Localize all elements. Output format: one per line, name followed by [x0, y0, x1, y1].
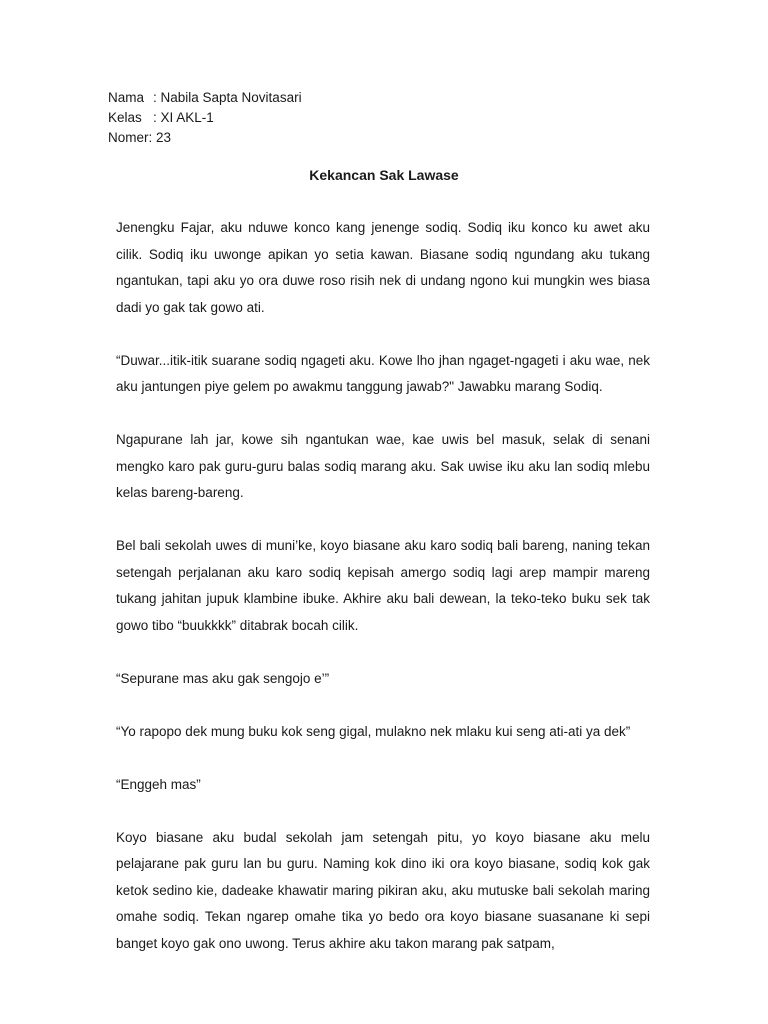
number-label: Nomer [108, 130, 149, 145]
class-label: Kelas [108, 110, 142, 125]
paragraph-6: “Yo rapopo dek mung buku kok seng gigal, mulakno nek mlaku kui seng ati-ati ya dek” [116, 723, 631, 739]
class-row [108, 108, 302, 128]
paragraph-8: Koyo biasane aku budal sekolah jam setengah pitu, yo koyo biasane aku melu pelajarane pak guru lan bu guru. Naming kok dino iki ora koyo biasane, sodiq kok gak ketok sedino kie, dadeake khawatir maring pikiran aku, aku mutuske bali sekolah maring omahe sodiq. Tekan ngarep omahe tika yo bedo ora koyo biasane suasanane ki sepi banget koyo gak ono uwong. Terus akhire aku takon marang pak satpam, [116, 829, 650, 951]
class-value: : XI AKL-1 [153, 110, 214, 125]
name-value: : Nabila Sapta Novitasari [153, 90, 302, 105]
paragraph-1: Jenengku Fajar, aku nduwe konco kang jenenge sodiq. Sodiq iku konco ku awet aku cilik. Sodiq iku uwonge apikan yo setia kawan. Biasane sodiq ngundang aku tukang ngantukan, tapi aku yo ora duwe roso risih nek di undang ngono kui mungkin wes biasa dadi yo gak tak gowo ati. [116, 220, 650, 315]
story-body [116, 215, 650, 984]
student-info-header [108, 88, 302, 148]
paragraph-7: “Enggeh mas” [116, 776, 201, 792]
paragraph-5: “Sepurane mas aku gak sengojo e’” [116, 670, 330, 686]
number-value: : 23 [148, 130, 172, 145]
paragraph-4: Bel bali sekolah uwes di muni’ke, koyo biasane aku karo sodiq bali bareng, naning tekan setengah perjalanan aku karo sodiq kepisah amergo sodiq lagi arep mampir mareng tukang jahitan jupuk klambine ibuke. Akhire aku bali dewean, la teko-teko buku sek tak gowo tibo “buukkkk” ditabrak bocah cilik. [116, 538, 650, 633]
name-row [108, 88, 302, 108]
paragraph-3: Ngapurane lah jar, kowe sih ngantukan wae, kae uwis bel masuk, selak di senani mengko karo pak guru-guru balas sodiq marang aku. Sak uwise iku aku lan sodiq mlebu kelas bareng-bareng. [116, 432, 650, 500]
number-row [108, 128, 302, 148]
name-label: Nama [108, 90, 145, 105]
paragraph-2: “Duwar...itik-itik suarane sodiq ngageti aku. Kowe lho jhan ngaget-ngageti i aku wae, nek aku jantungen piye gelem po awakmu tanggung jawab?" Jawabku marang Sodiq. [116, 352, 650, 394]
story-title: Kekancan Sak Lawase [309, 167, 459, 183]
